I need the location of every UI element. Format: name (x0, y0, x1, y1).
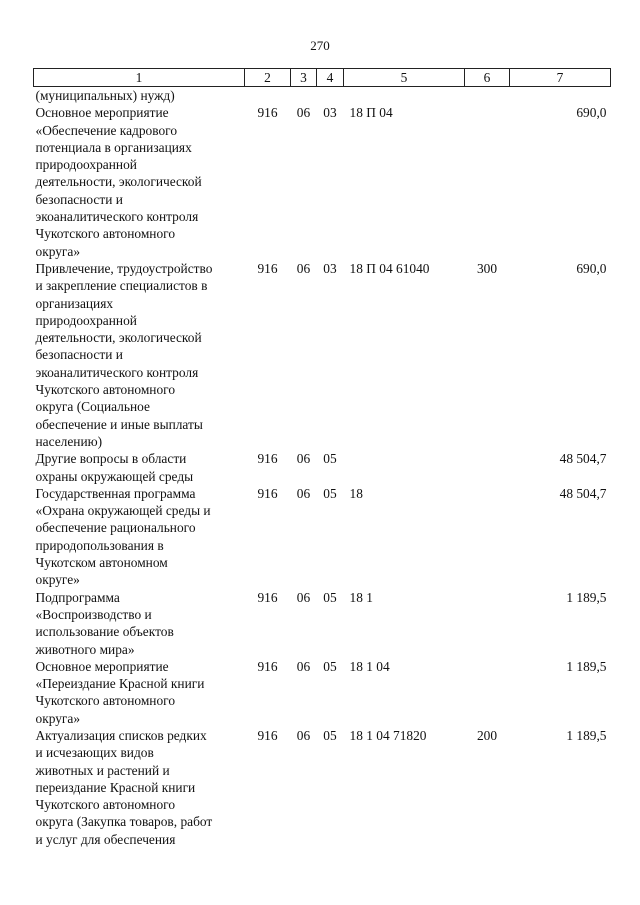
column-header-6: 6 (465, 69, 510, 87)
row-amount: 48 504,7 (559, 451, 607, 467)
table-row (34, 485, 611, 589)
table-row (34, 727, 611, 848)
row-amount: 48 504,7 (559, 485, 607, 501)
row-subsection-code: 03 (323, 105, 337, 121)
row-amount: 690,0 (576, 260, 607, 276)
column-header-7: 7 (510, 69, 611, 87)
table-row (34, 87, 611, 105)
row-section-code: 06 (296, 260, 311, 276)
row-section-code (291, 87, 317, 105)
column-header-3: 3 (291, 69, 317, 87)
table-row (34, 260, 611, 450)
row-expense-type (465, 658, 510, 727)
row-subsection-code: 03 (323, 260, 337, 276)
row-ministry-code: 916 (257, 589, 278, 605)
page-number: 270 (310, 38, 330, 53)
row-target-article (344, 450, 465, 485)
row-ministry-code (245, 87, 291, 105)
row-expense-type (465, 589, 510, 658)
row-subsection-code: 05 (323, 451, 337, 467)
row-amount: 1 189,5 (566, 658, 607, 674)
row-description: Актуализация списков редких и исчезающих видов животных и растений и переиздание Красной книги Чукотского автономного округа (Закупка товаров, работ и услуг для обеспечения (35, 727, 213, 847)
row-target-article: 18 (349, 485, 363, 501)
row-ministry-code: 916 (257, 485, 278, 501)
row-section-code: 06 (296, 451, 311, 467)
column-header-5: 5 (344, 69, 465, 87)
row-section-code: 06 (296, 485, 311, 501)
row-description: Привлечение, трудоустройство и закрепление специалистов в организациях природоохранной деятельности, экологической безопасности и экоаналитического контроля Чукотского автономного округа (Социальное обеспечение и иные выплаты населению) (35, 260, 213, 449)
row-amount (510, 87, 611, 105)
row-amount: 690,0 (576, 105, 607, 121)
row-expense-type (465, 485, 510, 589)
row-subsection-code: 05 (323, 727, 337, 743)
row-section-code: 06 (296, 727, 311, 743)
row-subsection-code: 05 (323, 485, 337, 501)
row-subsection-code: 05 (323, 658, 337, 674)
row-section-code: 06 (296, 658, 311, 674)
row-expense-type: 200 (476, 727, 498, 743)
row-ministry-code: 916 (257, 451, 278, 467)
column-header-4: 4 (317, 69, 344, 87)
row-expense-type: 300 (476, 260, 498, 276)
row-description: (муниципальных) нужд) (35, 88, 175, 103)
budget-table (33, 68, 611, 848)
row-section-code: 06 (296, 589, 311, 605)
row-description: Подпрограмма «Воспроизводство и использование объектов животного мира» (35, 589, 174, 657)
row-target-article (344, 87, 465, 105)
table-row (34, 658, 611, 727)
row-section-code: 06 (296, 105, 311, 121)
row-description: Основное мероприятие «Обеспечение кадрового потенциала в организациях природоохранной деятельности, экологической безопасности и экоаналитического контроля Чукотского автономного округа» (35, 105, 202, 259)
row-ministry-code: 916 (257, 260, 278, 276)
row-ministry-code: 916 (257, 105, 278, 121)
row-subsection-code (317, 87, 344, 105)
row-target-article: 18 1 04 71820 (349, 727, 427, 743)
row-target-article: 18 1 (349, 589, 373, 605)
row-amount: 1 189,5 (566, 727, 607, 743)
column-header-2: 2 (245, 69, 291, 87)
row-target-article: 18 П 04 61040 (349, 260, 430, 276)
row-expense-type (465, 104, 510, 260)
column-header-1: 1 (34, 69, 245, 87)
row-description: Государственная программа «Охрана окружающей среды и обеспечение рационального природопользования в Чукотском автономном округе» (35, 485, 211, 588)
row-subsection-code: 05 (323, 589, 337, 605)
row-ministry-code: 916 (257, 727, 278, 743)
row-description: Основное мероприятие «Переиздание Красной книги Чукотского автономного округа» (35, 658, 205, 726)
row-ministry-code: 916 (257, 658, 278, 674)
row-expense-type (465, 450, 510, 485)
table-row (34, 589, 611, 658)
row-amount: 1 189,5 (566, 589, 607, 605)
row-target-article: 18 П 04 (349, 105, 393, 121)
row-target-article: 18 1 04 (349, 658, 390, 674)
row-description: Другие вопросы в области охраны окружающей среды (35, 451, 194, 484)
table-row (34, 104, 611, 260)
column-number-header-row (34, 69, 611, 87)
row-expense-type (465, 87, 510, 105)
table-row (34, 450, 611, 485)
